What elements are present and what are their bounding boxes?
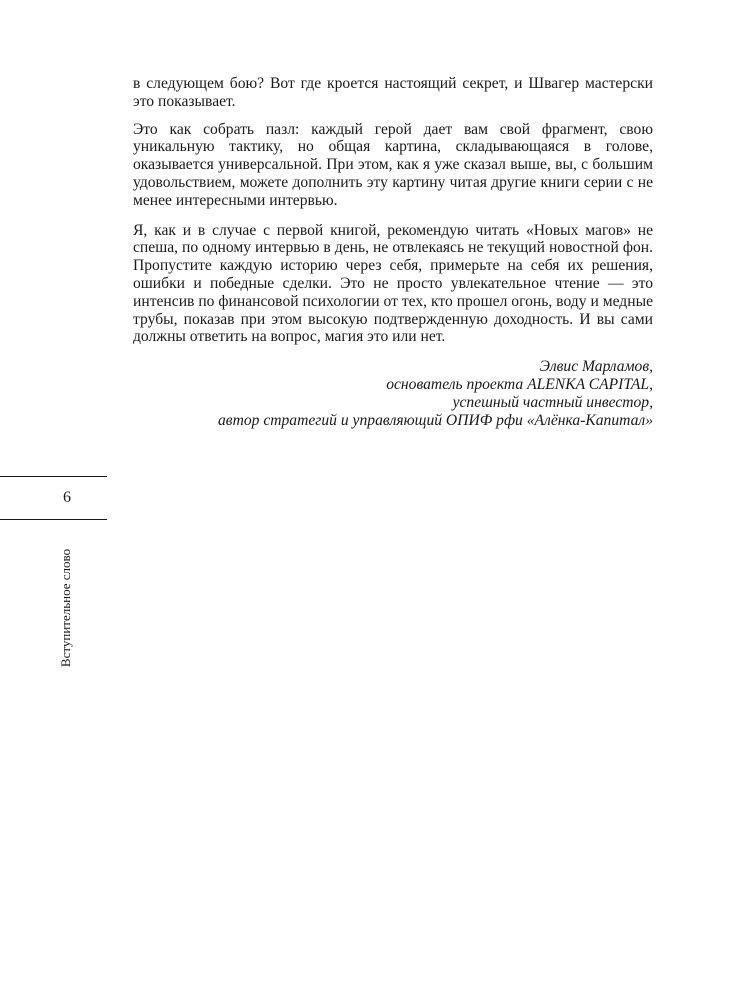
page-number-top-rule <box>0 476 107 477</box>
paragraph-3: Я, как и в случае с первой книгой, рекомендую читать «Новых магов» не спеша, по одному интервью в день, не отвлекаясь не текущий новостной фон. Пропустите каждую историю через себя, примерьте на себя их решения, ошибки и победные сделки. Это не просто увлекательное чтение — это интенсив по финансовой психологии от тех, кто прошел огонь, воду и медные трубы, показав при этом высокую подтвержденную доходность. И вы сами должны ответить на вопрос, магия это или нет. <box>133 221 653 346</box>
signature-line-author: автор стратегий и управляющий ОПИФ рфи «Алёнка-Капитал» <box>218 411 653 429</box>
main-text <box>133 75 653 429</box>
signature-name: Элвис Марламов, <box>539 358 653 376</box>
page-number: 6 <box>63 489 71 506</box>
paragraph-2: Это как собрать пазл: каждый герой дает вам свой фрагмент, свою уникальную тактику, но общая картина, складывающаяся в голове, оказывается универсальной. При этом, как я уже сказал выше, вы, с большим удовольствием, можете дополнить эту картину читая другие книги серии с не менее интересными интервью. <box>133 120 653 209</box>
signature-block <box>133 358 653 429</box>
signature-line-investor: успешный частный инвестор, <box>452 393 653 411</box>
page-number-bottom-rule <box>0 519 107 520</box>
signature-line-founder: основатель проекта ALENKA CAPITAL, <box>386 375 653 393</box>
running-head-label: Вступительное слово <box>58 548 73 668</box>
paragraph-1: в следующем бою? Вот где кроется настоящий секрет, и Швагер мастерски это показывает. <box>133 75 653 110</box>
